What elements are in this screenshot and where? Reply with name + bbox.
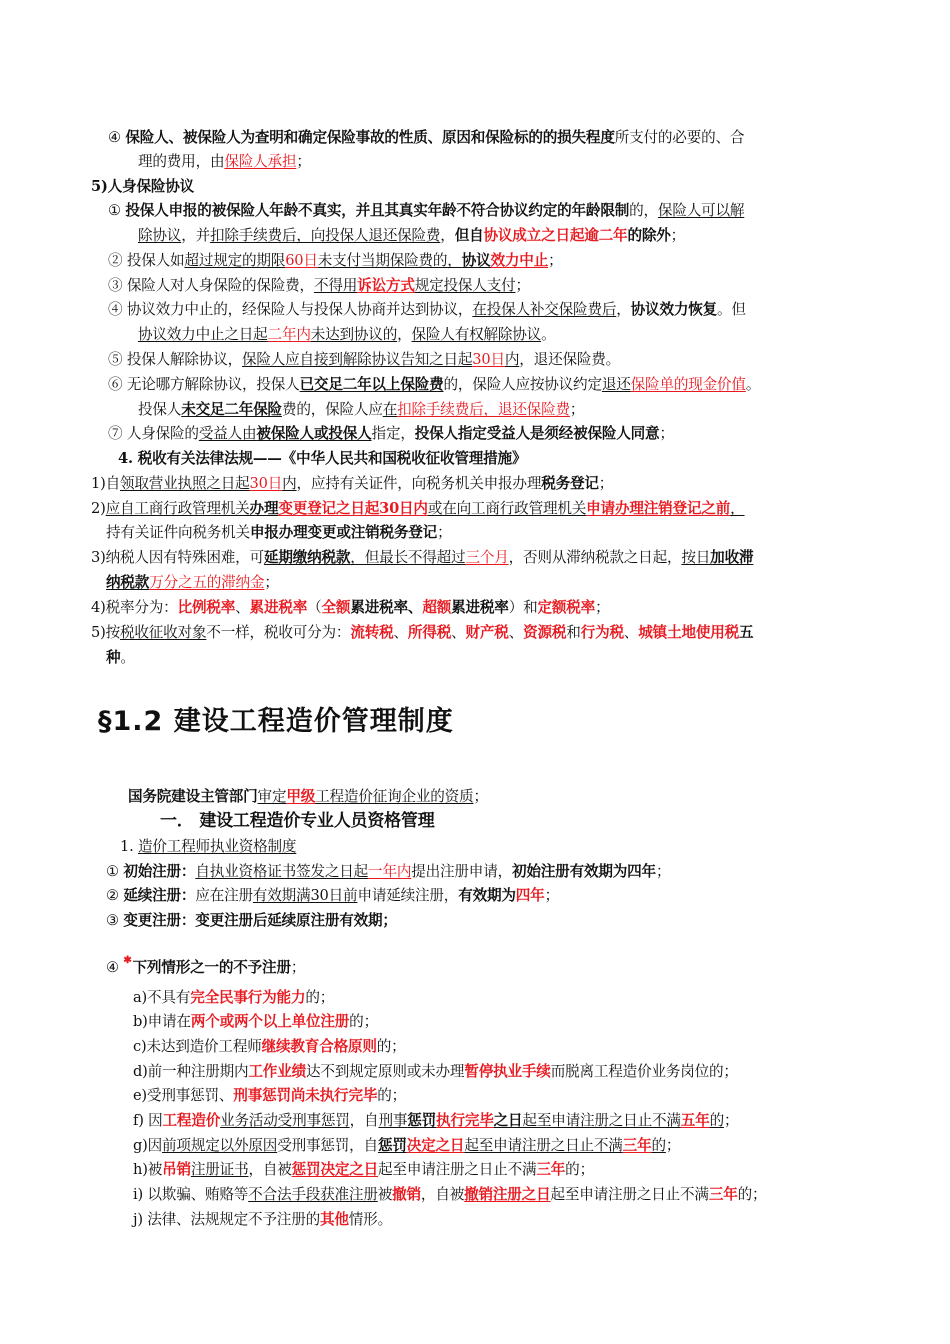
text-run: ② [106, 887, 124, 904]
text-run: 、 [451, 624, 466, 641]
text-run: 应自工商行政管理机关 [105, 500, 250, 517]
text-run: 的； [305, 989, 335, 1006]
text-run: §1.2 建设工程造价管理制度 [98, 706, 454, 737]
text-run: ； [598, 475, 614, 492]
text-run: ； [544, 887, 559, 904]
text-run: g)因 [133, 1137, 163, 1154]
text-run: 2) [91, 500, 106, 517]
text-run: 三个月 [465, 549, 509, 566]
text-run: ； [548, 252, 563, 269]
text-run: 1)自 [91, 475, 120, 492]
text-run: 30日内 [379, 500, 428, 517]
text-run: 或在向工商行政管理机关 [427, 500, 587, 517]
text-line [108, 424, 674, 444]
text-run: 注册证书 [190, 1161, 249, 1178]
text-run: 除协议 [138, 227, 182, 244]
text-run: ； [569, 401, 585, 418]
text-run: 按日 [681, 549, 711, 566]
text-run: j) 法律、法规规定不予注册的 [133, 1211, 320, 1228]
text-run: ； [723, 1112, 739, 1129]
text-line [91, 623, 753, 643]
text-run: 费的，保险人应 [281, 401, 383, 418]
subheading [160, 811, 435, 831]
list-item [133, 1185, 766, 1205]
text-run: 累进税率、 [350, 599, 423, 616]
list-item [133, 1111, 738, 1131]
text-run: 情形。 [348, 1211, 392, 1228]
text-run: 不合法手段获准注册 [248, 1186, 378, 1203]
text-run: 30日 [249, 475, 283, 492]
text-run: 的，保险人应按协议约定 [443, 376, 602, 393]
text-run: ③ 保险人对人身保险的保险费， [108, 277, 314, 294]
text-run: 已交足二年以上保险费 [299, 376, 444, 393]
list-item [133, 1210, 392, 1230]
text-run: （ [307, 599, 322, 616]
text-run: 未支付当期保险费的， [317, 252, 462, 269]
text-run: ， [397, 326, 412, 343]
text-run: 申请办理注销登记之前 [586, 500, 731, 517]
text-run: ； [595, 599, 610, 616]
text-run: ④ 协议效力中止的，经保险人与投保人协商并达到协议， [108, 301, 473, 318]
text-run: ； [659, 425, 674, 442]
text-run: 领取营业执照之日起 [119, 475, 250, 492]
text-run: 的， [629, 202, 658, 219]
text-line [128, 787, 488, 807]
text-line [91, 598, 609, 618]
text-run: 的； [737, 1186, 767, 1203]
text-line [91, 548, 753, 568]
list-item [133, 1062, 738, 1082]
text-run: ， [440, 227, 455, 244]
text-run: 不得用 [313, 277, 358, 294]
text-run: 3)纳税人因有特殊困难，可 [91, 549, 264, 566]
text-run: 的 [651, 1137, 666, 1154]
text-run: 城镇土地使用税 [638, 624, 740, 641]
text-run: 指定， [371, 425, 415, 442]
text-run: 4. 税收有关法律法规——《中华人民共和国税收征收管理措施》 [118, 450, 527, 467]
text-run: ； [473, 788, 488, 805]
text-run: 累进税率 [451, 599, 509, 616]
text-run: 达不到规定原则或未办理 [305, 1063, 465, 1080]
text-run: 的 [709, 1112, 724, 1129]
text-run: ① [106, 863, 124, 880]
text-run: 投保人申报的被保险人年龄不真实，并且其真实年龄不符合协议约定的年龄限制 [125, 202, 630, 219]
text-run: 税务登记 [541, 475, 599, 492]
text-run: ④ [108, 129, 126, 146]
new-mark-icon: ✱ [123, 955, 132, 966]
text-run: 持有关证件向税务机关 [106, 524, 250, 541]
text-run: 扣除手续费后，退还保险费 [397, 401, 570, 418]
text-run: 万分之五的滞纳金 [149, 574, 265, 591]
text-run: 全额 [321, 599, 351, 616]
text-run: 行为税 [580, 624, 624, 641]
text-run: 惩罚 [377, 1137, 407, 1154]
text-run: 协议成立之日起逾二年 [483, 227, 628, 244]
text-line [106, 523, 451, 543]
text-run: 暂停执业手续 [464, 1063, 551, 1080]
text-run: ⑤ 投保人解除协议， [108, 351, 242, 368]
text-line [106, 573, 279, 593]
list-item [133, 1012, 378, 1032]
subheading [91, 177, 194, 197]
text-run: 三年 [622, 1137, 652, 1154]
text-run: 税收征收对象 [119, 624, 207, 641]
text-run: ，自被 [420, 1186, 465, 1203]
text-run: 之日 [493, 1112, 523, 1129]
text-run: 二年内 [267, 326, 311, 343]
text-run: 起至申请注册之日止不满 [550, 1186, 709, 1203]
text-run: 五 [739, 624, 754, 641]
text-run: ，应持有关证件，向税务机关申报办理 [296, 475, 542, 492]
text-run: 被 [377, 1186, 393, 1203]
text-run: 退还 [601, 376, 631, 393]
text-run: 两个或两个以上单位注册 [190, 1013, 350, 1030]
text-run: 、 [393, 624, 408, 641]
text-run: ，并 [181, 227, 210, 244]
text-run: 规定投保人支付 [414, 277, 516, 294]
text-run: 自执业资格证书签发之日起 [195, 863, 369, 880]
text-run: 下列情形之一的不予注册 [132, 959, 291, 976]
text-run: 一年内 [368, 863, 412, 880]
text-run: 在投保人补交保险费后 [472, 301, 617, 318]
text-run: 累进税率 [249, 599, 308, 616]
text-line [138, 400, 584, 420]
text-run: 起至申请注册之日止不满 [522, 1112, 681, 1129]
text-run: 流转税 [350, 624, 394, 641]
text-run: 延期缴纳税款 [263, 549, 351, 566]
subheading [120, 837, 296, 857]
list-item [133, 1086, 406, 1106]
text-run: 变更登记之日起 [278, 500, 380, 517]
text-run: ⑦ 人身保险的 [108, 425, 199, 442]
text-run: 保险人承担 [224, 153, 297, 170]
text-run: 内 [504, 351, 520, 368]
text-run: 惩罚 [407, 1112, 437, 1129]
text-run: ； [290, 959, 306, 976]
text-run: ④ [106, 959, 124, 976]
text-run: 。 [541, 326, 556, 343]
text-run: ，自 [349, 1112, 379, 1129]
text-run: 投保人 [138, 401, 182, 418]
text-run: 变更注册：变更注册后延续原注册有效期； [123, 912, 397, 929]
text-run: 执行完毕 [436, 1112, 494, 1129]
text-run: 4)税率分为： [91, 599, 178, 616]
text-run: ， [616, 301, 631, 318]
text-run: ③ [106, 912, 124, 929]
text-line [108, 350, 620, 370]
text-line [106, 648, 135, 668]
text-run: 受益人由 [198, 425, 257, 442]
text-run: 理的费用，由 [138, 153, 225, 170]
text-run: 提出注册申请， [411, 863, 512, 880]
text-line [106, 951, 305, 978]
text-run: 起至申请注册之日止不满 [464, 1137, 623, 1154]
text-run: 三年 [708, 1186, 738, 1203]
text-line [106, 886, 559, 906]
text-run: 的； [565, 1161, 594, 1178]
text-line [108, 276, 530, 296]
text-run: 加收滞 [710, 549, 754, 566]
text-run: 不一样，税收可分为： [206, 624, 351, 641]
text-run: 申请延续注册， [357, 887, 459, 904]
text-run: 甲级 [286, 788, 316, 805]
text-run: 、 [235, 599, 250, 616]
text-run: ， [730, 500, 745, 517]
text-run: 有效期为 [458, 887, 516, 904]
text-run: ，退还保险费。 [519, 351, 621, 368]
text-run: 继续教育合格原则 [261, 1038, 377, 1055]
text-run: 的； [349, 1013, 378, 1030]
text-run: 刑事 [378, 1112, 408, 1129]
text-run: 的； [377, 1087, 407, 1104]
text-run: ，否则从滞纳税款之日起， [508, 549, 682, 566]
text-run: ； [655, 863, 671, 880]
text-run: 办理 [249, 500, 279, 517]
text-line [138, 325, 555, 345]
text-run: 前项规定以外原因 [162, 1137, 278, 1154]
text-run: h)被 [133, 1161, 163, 1178]
subheading [118, 449, 526, 469]
text-run: 工程造价 [162, 1112, 221, 1129]
text-run: 工程造价征询企业的资质 [315, 788, 474, 805]
list-item [133, 988, 334, 1008]
text-run: 所得税 [407, 624, 452, 641]
text-run: 造价工程师执业资格制度 [137, 838, 297, 855]
text-run: 的； [376, 1038, 406, 1055]
text-run: 1. [120, 838, 138, 855]
text-run: 其他 [319, 1211, 349, 1228]
text-run: 一． 建设工程造价专业人员资格管理 [160, 811, 435, 831]
text-run: f) 因 [133, 1112, 163, 1129]
text-run: 超额 [422, 599, 452, 616]
text-line [108, 300, 746, 320]
text-run: 和 [566, 624, 581, 641]
text-run: 国务院建设主管部门 [128, 788, 258, 805]
list-item [133, 1160, 594, 1180]
text-run: 惩罚决定之日 [291, 1161, 379, 1178]
text-run: 被保险人或投保人 [256, 425, 372, 442]
text-run: 撤销注册之日 [464, 1186, 551, 1203]
text-run: 协议效力恢复 [630, 301, 718, 318]
text-run: ； [296, 153, 311, 170]
text-run: 投保人指定受益人是须经被保险人同意 [414, 425, 660, 442]
text-run: ； [665, 1137, 681, 1154]
text-run: ； [670, 227, 686, 244]
text-run: 种 [106, 649, 121, 666]
text-run: 的除外 [627, 227, 671, 244]
text-run: ② 投保人如 [108, 252, 185, 269]
text-run: 完全民事行为能力 [190, 989, 306, 1006]
text-run: ⑥ 无论哪方解除协议，投保人 [108, 376, 300, 393]
text-run: 延续注册： [123, 887, 196, 904]
text-run: 吊销 [162, 1161, 191, 1178]
section-title [98, 699, 454, 738]
text-run: 效力中止 [490, 252, 549, 269]
text-run: 但自 [454, 227, 484, 244]
text-run: c)未达到造价工程师 [133, 1038, 262, 1055]
text-run: 保险人有权解除协议 [411, 326, 542, 343]
text-run: 财产税 [465, 624, 509, 641]
text-run: 起至申请注册之日止不满 [378, 1161, 537, 1178]
text-run: 比例税率 [177, 599, 236, 616]
text-run: i) 以欺骗、贿赂等 [133, 1186, 249, 1203]
text-run: 所支付的必要的、合 [614, 129, 745, 146]
text-run: 决定之日 [406, 1137, 465, 1154]
text-line [108, 375, 760, 395]
text-run: 诉讼方式 [357, 277, 415, 294]
text-run: 业务活动受刑事惩罚 [220, 1112, 350, 1129]
text-line [138, 152, 311, 172]
text-run: 定额税率 [537, 599, 596, 616]
text-run: 撤销 [392, 1186, 421, 1203]
text-run: 。 [745, 376, 761, 393]
text-run: 60日 [285, 252, 318, 269]
text-run: 应在注册 [195, 887, 253, 904]
text-run: ； [264, 574, 279, 591]
text-run: 5)按 [91, 624, 120, 641]
text-run: 初始注册有效期为四年 [512, 863, 656, 880]
text-run: 资源税 [523, 624, 567, 641]
text-line [108, 201, 744, 221]
list-item [133, 1136, 680, 1156]
text-run: 保险人可以解 [657, 202, 745, 219]
text-run: 保险人、被保险人为查明和确定保险事故的性质、原因和保险标的的损失程度 [125, 129, 615, 146]
text-run: 扣除手续费后，向投保人退还保险费 [209, 227, 441, 244]
text-line [108, 128, 744, 148]
text-run: 未达到协议的 [310, 326, 398, 343]
text-run: ，但最长不得超过 [350, 549, 466, 566]
text-run: 四年 [515, 887, 545, 904]
text-run: 有效期满30日前 [252, 887, 358, 904]
text-run: 内 [282, 475, 297, 492]
text-line [106, 862, 670, 882]
text-run: 、 [623, 624, 639, 641]
text-run: ； [437, 524, 452, 541]
text-run: 工作业绩 [248, 1063, 306, 1080]
text-line [91, 499, 745, 519]
text-run: a)不具有 [133, 989, 191, 1006]
text-run: ，自被 [248, 1161, 292, 1178]
text-run: d)前一种注册期内 [133, 1063, 249, 1080]
text-run: 未交足二年保险 [181, 401, 282, 418]
text-run: 三年 [536, 1161, 566, 1178]
text-run: ； [515, 277, 530, 294]
text-run: 。但 [717, 301, 746, 318]
text-run: 30日 [472, 351, 505, 368]
text-run: 在 [382, 401, 398, 418]
text-run: b)申请在 [133, 1013, 191, 1030]
text-run: e)受刑事惩罚、 [133, 1087, 234, 1104]
text-run: 而脱离工程造价业务岗位的； [550, 1063, 738, 1080]
text-line [91, 474, 613, 494]
text-run: 刑事惩罚尚未执行完毕 [233, 1087, 378, 1104]
text-run: 纳税款 [106, 574, 150, 591]
text-run: 保险单的现金价值 [630, 376, 746, 393]
text-run: 申报办理变更或注销税务登记 [249, 524, 438, 541]
text-run: 保险人应自接到解除协议告知之日起 [241, 351, 473, 368]
list-item [133, 1037, 406, 1057]
text-run: 初始注册： [123, 863, 196, 880]
text-run: 、 [508, 624, 524, 641]
text-run: 五年 [680, 1112, 710, 1129]
text-run: 。 [120, 649, 135, 666]
text-line [106, 911, 397, 931]
text-line [138, 226, 685, 246]
text-run: 超过规定的期限 [184, 252, 286, 269]
text-line [108, 251, 563, 271]
text-run: 协议效力中止之日起 [138, 326, 268, 343]
text-run: 受刑事惩罚，自 [277, 1137, 378, 1154]
text-run: 5)人身保险协议 [91, 178, 195, 195]
text-run: 协议 [461, 252, 491, 269]
text-run: 审定 [257, 788, 287, 805]
text-run: ）和 [508, 599, 538, 616]
text-run: ① [108, 202, 126, 219]
